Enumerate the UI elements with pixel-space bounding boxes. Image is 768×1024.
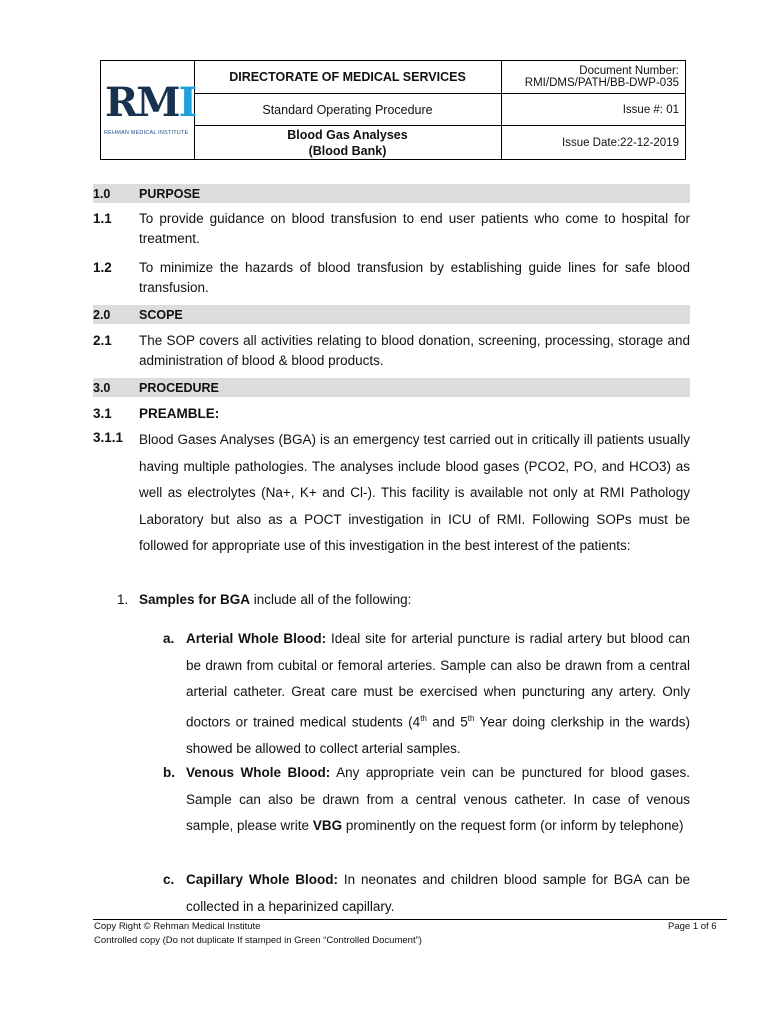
item-number: 2.1: [93, 333, 112, 348]
list-number: 1.: [117, 592, 129, 607]
section-scope: [93, 305, 690, 324]
footer-divider: [93, 919, 727, 920]
section-purpose: [93, 184, 690, 203]
section-title: PROCEDURE: [139, 381, 219, 395]
item-number: 1.2: [93, 260, 112, 275]
item-text: To minimize the hazards of blood transfusion by establishing guide lines for safe blood transfusion.: [139, 260, 690, 295]
document-number-label: Document Number:: [579, 65, 679, 77]
document-number-cell: [502, 61, 685, 94]
footer-copyright: Copy Right © Rehman Medical Institute: [94, 921, 261, 932]
footer-controlled-copy: Controlled copy (Do not duplicate If stamped in Green “Controlled Document”): [94, 935, 422, 946]
issue-date: Issue Date:22-12-2019: [562, 136, 679, 149]
arterial-title: Arterial Whole Blood:: [186, 631, 327, 646]
directorate-title: DIRECTORATE OF MEDICAL SERVICES: [194, 61, 502, 94]
sublist-text: [186, 760, 690, 840]
title-line-2: (Blood Bank): [308, 143, 387, 158]
sublist-label: a.: [163, 631, 175, 646]
footer-page-number: Page 1 of 6: [668, 921, 717, 932]
list-item-text: [139, 592, 411, 607]
document-title: [194, 126, 502, 159]
sublist-text: [186, 626, 690, 762]
samples-rest: include all of the following:: [250, 592, 412, 607]
sublist-text: [186, 867, 690, 920]
section-title: SCOPE: [139, 308, 183, 322]
section-title: PURPOSE: [139, 187, 201, 201]
document-number: RMI/DMS/PATH/BB-DWP-035: [524, 77, 679, 89]
sublist-label: c.: [163, 872, 175, 887]
item-number: 3.1: [93, 406, 112, 421]
item-text: To provide guidance on blood transfusion to end user patients who come to hospital for treatment.: [139, 211, 690, 246]
section-number: 1.0: [93, 187, 111, 201]
logo-cell: [101, 61, 195, 159]
capillary-title: Capillary Whole Blood:: [186, 872, 338, 887]
arterial-text-1: Ideal site for arterial puncture is radial artery but blood can be drawn from cubital or femoral arteries. Sample can also be drawn from a central arterial catheter. Great care must be exercised when puncturing any artery. Only doctors or trained medical students (4: [186, 631, 691, 730]
arterial-text-2: and 5: [426, 714, 468, 730]
document-type: Standard Operating Procedure: [194, 94, 502, 126]
capillary-text: In neonates and children blood sample for BGA can be collected in a heparinized capillary.: [186, 872, 690, 914]
arterial-text-3: Year doing clerkship in the wards) showed be allowed to collect arterial samples.: [186, 714, 690, 756]
venous-title: Venous Whole Blood:: [186, 765, 331, 780]
section-number: 3.0: [93, 381, 111, 395]
title-line-1: Blood Gas Analyses: [287, 127, 408, 142]
section-number: 2.0: [93, 308, 111, 322]
preamble-paragraph: Blood Gases Analyses (BGA) is an emergency test carried out in critically ill patients usually having multiple pathologies. The analyses include blood gases (PCO2, PO, and HCO3) as well as electrolytes (Na+, K+ and Cl-). This facility is available not only at RMI Pathology Laboratory but also as a POCT investigation in ICU of RMI. Following SOPs must be followed for appropriate use of this investigation in the best interest of the patients:: [139, 432, 690, 554]
document-header-table: [100, 60, 686, 160]
item-number: 1.1: [93, 211, 112, 226]
section-procedure: [93, 378, 690, 397]
venous-text-2: prominently on the request form (or inform by telephone): [342, 818, 684, 834]
vbg-label: VBG: [312, 818, 343, 834]
rmi-logo: RMI: [105, 79, 196, 126]
list-item-samples: [117, 592, 412, 607]
item-number: 3.1.1: [93, 430, 124, 445]
samples-bold: Samples for BGA: [139, 592, 251, 607]
item-text: The SOP covers all activities relating to blood donation, screening, processing, storage and administration of blood & blood products.: [139, 333, 690, 368]
arterial-sup-1: th: [420, 713, 427, 723]
sublist-label: b.: [163, 765, 175, 780]
item-text: PREAMBLE:: [139, 406, 220, 421]
arterial-sup-2: th: [467, 713, 475, 723]
venous-text-1: Any appropriate vein can be punctured for blood gases. Sample can also be drawn from a central venous catheter. In case of venous sample, please write: [186, 765, 690, 834]
issue-number: Issue #: 01: [502, 94, 685, 126]
logo-subtitle: REHMAN MEDICAL INSTITUTE: [104, 130, 189, 136]
